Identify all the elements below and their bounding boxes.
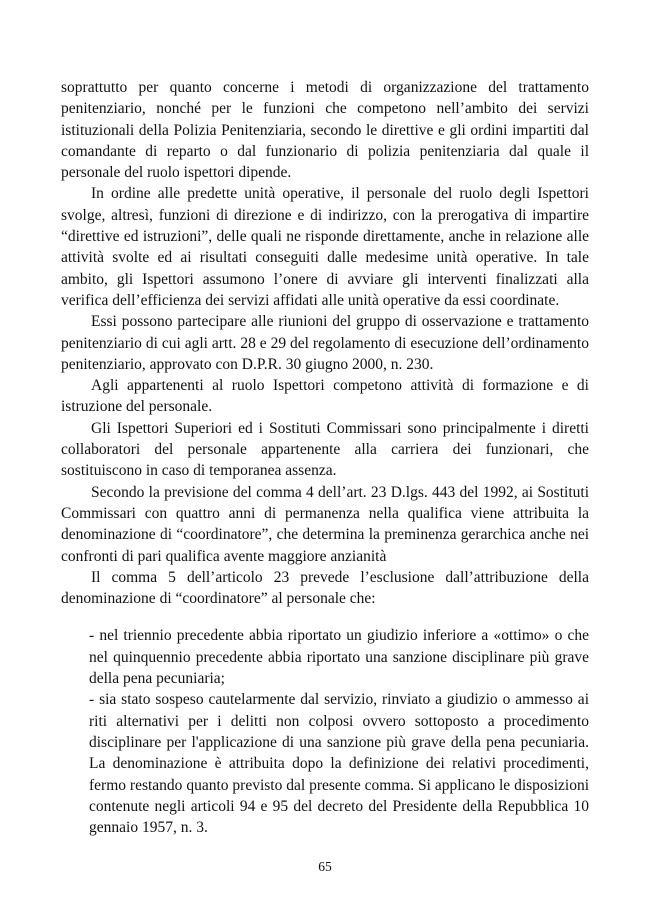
page-body [61, 77, 589, 838]
paragraph-riunioni: Essi possono partecipare alle riunioni del gruppo di osservazione e trattamento penitenziario di cui agli artt. 28 e 29 del regolamento di esecuzione dell’ordinamento penitenziario, approvato con D.P.R. 30 giugno 2000, n. 230. [61, 313, 589, 373]
paragraph-comma-5: Il comma 5 dell’articolo 23 prevede l’esclusione dall’attribuzione della denominazione di “coordinatore” al personale che: [61, 568, 589, 608]
paragraph-collaboratori: Gli Ispettori Superiori ed i Sostituti Commissari sono principalmente i diretti collaboratori del personale appartenente alla carriera dei funzionari, che sostituiscono in caso di temporanea assenza. [61, 419, 589, 480]
paragraph-comma-4: Secondo la previsione del comma 4 dell’art. 23 D.lgs. 443 del 1992, ai Sostituti Commissari con quattro anni di permanenza nella qualifica viene attribuita la denominazione di “coordinatore”, che determina la preminenza gerarchica anche nei confronti di pari qualifica avente maggiore anzianità [61, 483, 589, 565]
exclusion-list [61, 625, 589, 838]
page-number: 65 [318, 859, 332, 874]
list-item: - nel triennio precedente abbia riportato un giudizio inferiore a «ottimo» o che nel quinquennio precedente abbia riportato una sanzione disciplinare più grave della pena pecuniaria; [89, 627, 589, 688]
paragraph-unita-operative: In ordine alle predette unità operative, il personale del ruolo degli Ispettori svolge, altresì, funzioni di direzione e di indirizzo, con la prerogativa di impartire “direttive ed istruzioni”, delle quali ne risponde direttamente, anche in relazione alle attività svolte ed ai risultati conseguiti dalle medesime unità operative. In tale ambito, gli Ispettori assumono l’onere di avviare gli interventi finalizzati alla verifica dell’efficienza dei servizi affidati alle unità operative da essi coordinate. [61, 185, 589, 309]
paragraph-formazione: Agli appartenenti al ruolo Ispettori competono attività di formazione e di istruzione del personale. [61, 377, 589, 416]
paragraph-continuation: soprattutto per quanto concerne i metodi di organizzazione del trattamento penitenziario, nonché per le funzioni che competono nell’ambito dei servizi istituzionali della Polizia Penitenziaria, secondo le direttive e gli ordini impartiti dal comandante di reparto o dal funzionario di polizia penitenziaria dal quale il personale del ruolo ispettori dipende. [61, 79, 589, 182]
list-item: - sia stato sospeso cautelarmente dal servizio, rinviato a giudizio o ammesso ai riti alternativi per i delitti non colposi ovvero sottoposto a procedimento disciplinare per l'applicazione di una sanzione più grave della pena pecuniaria. La denominazione è attribuita dopo la definizione dei relativi procedimenti, fermo restando quanto previsto dal presente comma. Si applicano le disposizioni contenute negli articoli 94 e 95 del decreto del Presidente della Repubblica 10 gennaio 1957, n. 3. [89, 691, 589, 837]
